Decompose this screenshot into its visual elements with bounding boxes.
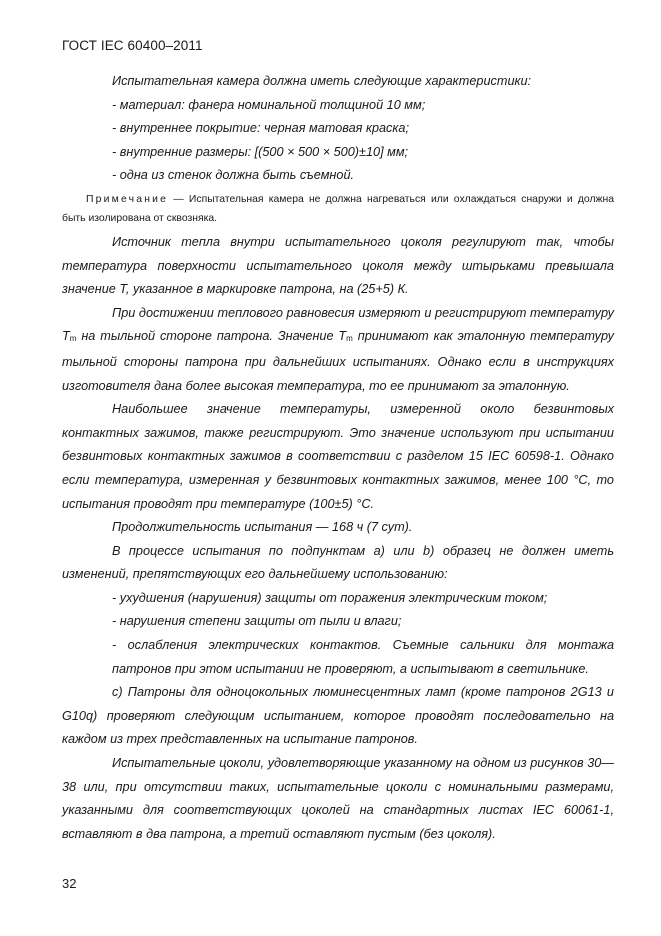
paragraph-test-caps: Испытательные цоколи, удовлетворяющие указанному на одном из рисунков 30—38 или, при отсутствии таких, испытательные цоколи с номинальными размерами, указанными для соответствующих цоколей на стандартных листах IEC 60061-1, вставляют в два патрона, а третий оставляют пустым (без цоколя). [62,756,614,841]
page-number: 32 [62,876,77,891]
note-text: — Испытательная камера не должна нагреваться или охлаждаться снаружи и должна быть изолирована от сквозняка. [62,193,614,224]
paragraph-thermal-equilibrium [62,302,614,398]
list-item-material: - материал: фанера номинальной толщиной 10 мм; [112,97,426,112]
subscript-m: m [346,334,353,344]
text-segment: на тыльной стороне патрона. Значение T [76,329,347,344]
subscript-m: m [69,334,77,344]
note-paragraph [62,190,614,228]
text-segment: принимают как эталонную температуру тыльной стороны патрона при дальнейших испытаниях. Однако если в инструкциях изготовителя дана более высокая температура, то ее принимают за эталонную. [62,329,614,393]
list-item-ingress: - нарушения степени защиты от пыли и влаги; [112,614,402,629]
list-item-dimensions: - внутренние размеры: [(500 × 500 × 500)±10] мм; [112,144,409,159]
note-prefix: Примечание [86,193,169,205]
paragraph-test-process: В процессе испытания по подпунктам a) или b) образец не должен иметь изменений, препятствующих его дальнейшему использованию: [62,543,614,582]
list-item-removable-wall: - одна из стенок должна быть съемной. [112,168,355,183]
document-header: ГОСТ IEC 60400–2011 [62,38,203,53]
document-body [62,70,614,846]
list-item-coating: - внутреннее покрытие: черная матовая краска; [112,121,409,136]
paragraph-max-temperature: Наибольшее значение температуры, измеренной около безвинтовых контактных зажимов, также регистрируют. Это значение используют при испытании безвинтовых контактных зажимов в соответствии с разделом 15 IEC 60598-1. Однако если температура, измеренная у безвинтовых контактных зажимов, менее 100 °С, то испытания проводят при температуре (100±5) °С. [62,402,614,511]
paragraph-section-c: c) Патроны для одноцокольных люминесцентных ламп (кроме патронов 2G13 и G10q) проверяют следующим испытанием, которое проводят последовательно на каждом из трех представленных на испытание патронов. [62,685,614,747]
list-item-protection: - ухудшения (нарушения) защиты от поражения электрическим током; [112,590,548,605]
paragraph-chamber-intro: Испытательная камера должна иметь следующие характеристики: [112,74,532,88]
list-item-contacts: - ослабления электрических контактов. Съемные сальники для монтажа патронов при этом испытании не проверяют, а испытывают в светильнике. [112,638,614,676]
text-segment: При достижении теплового равновесия измеряют и регистрируют температуру T [62,305,614,344]
paragraph-duration: Продолжительность испытания — 168 ч (7 сут). [112,520,413,535]
paragraph-heat-source: Источник тепла внутри испытательного цоколя регулируют так, чтобы температура поверхности испытательного цоколя между штырьками превышала значение T, указанное в маркировке патрона, на (25+5) К. [62,234,614,297]
